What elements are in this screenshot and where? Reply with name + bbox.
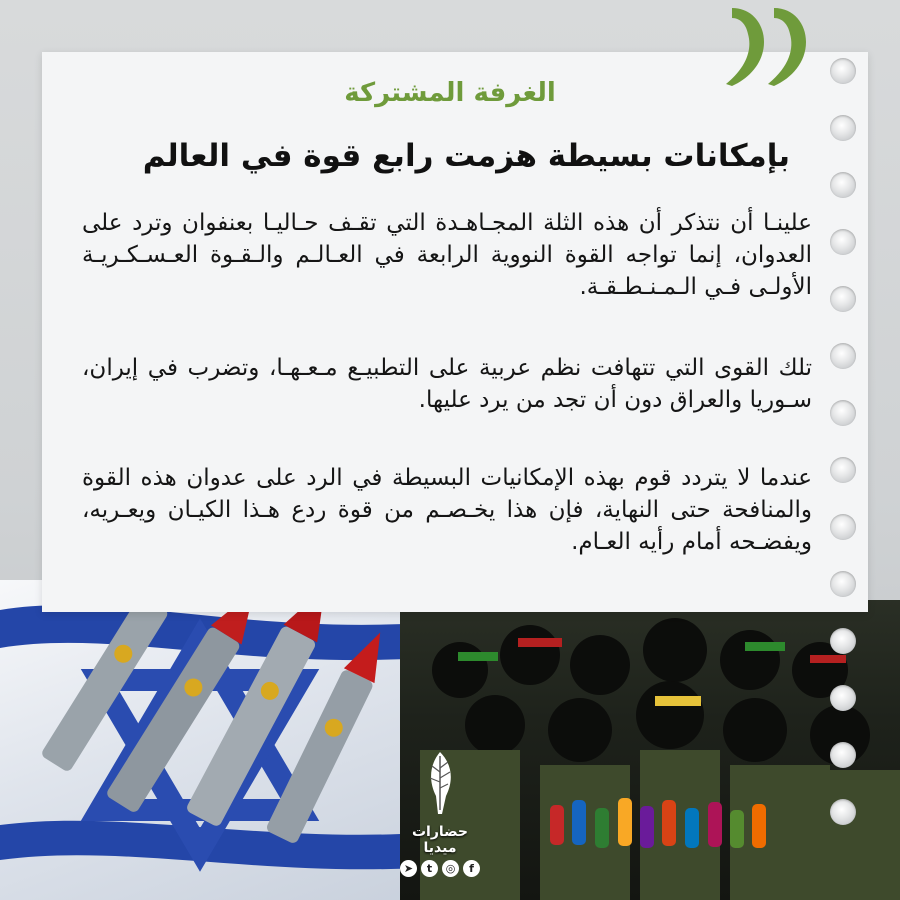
- ring: [830, 457, 856, 483]
- ring: [830, 799, 856, 825]
- ring: [830, 514, 856, 540]
- ring: [830, 286, 856, 312]
- brand-logo: [395, 750, 485, 877]
- paragraph: تلك القوى التي تتهافت نظم عربية على التطبيـع مـعـهـا، وتضرب في إيران، سـوريا والعراق دون أن تجد من يرد عليها.: [82, 355, 812, 413]
- social-links: [395, 860, 485, 877]
- telegram-icon[interactable]: ➤: [400, 860, 417, 877]
- instagram-icon[interactable]: ◎: [442, 860, 459, 877]
- twitter-icon[interactable]: t: [421, 860, 438, 877]
- ring: [830, 742, 856, 768]
- paragraph: علينـا أن نتذكر أن هذه الثلة المجـاهـدة التي تقـف حـاليـا بعنفوان وترد على العدوان، إنما تواجه القوة النووية الرابعة في العـالـم والـقـوة العـسـكـريـة الأولـى فـي الـمـنـطـقـة.: [82, 210, 812, 300]
- organization-label: الغرفة المشتركة: [344, 78, 556, 108]
- brand-name: حضارات ميديا: [411, 824, 469, 856]
- facebook-icon[interactable]: f: [463, 860, 480, 877]
- ring: [830, 628, 856, 654]
- ring: [830, 172, 856, 198]
- ring: [830, 685, 856, 711]
- feather-logo-icon: [420, 750, 460, 816]
- quote-mark-icon: [718, 6, 808, 86]
- headline: بإمكانات بسيطة هزمت رابع قوة في العالم: [142, 138, 790, 174]
- paragraph: عندما لا يتردد قوم بهذه الإمكانيات البسيطة في الرد على عدوان هذه القوة والمنافحة حتى النهاية، فإن هذا يخـصـم من قوة ردع هـذا الكيـان ويعـريه، ويفضـحه أمام رأيه العـام.: [82, 465, 812, 555]
- flag-missiles-photo: [0, 580, 460, 900]
- ring: [830, 229, 856, 255]
- notebook-rings: [830, 58, 864, 856]
- ring: [830, 400, 856, 426]
- ring: [830, 343, 856, 369]
- ring: [830, 571, 856, 597]
- ring: [830, 115, 856, 141]
